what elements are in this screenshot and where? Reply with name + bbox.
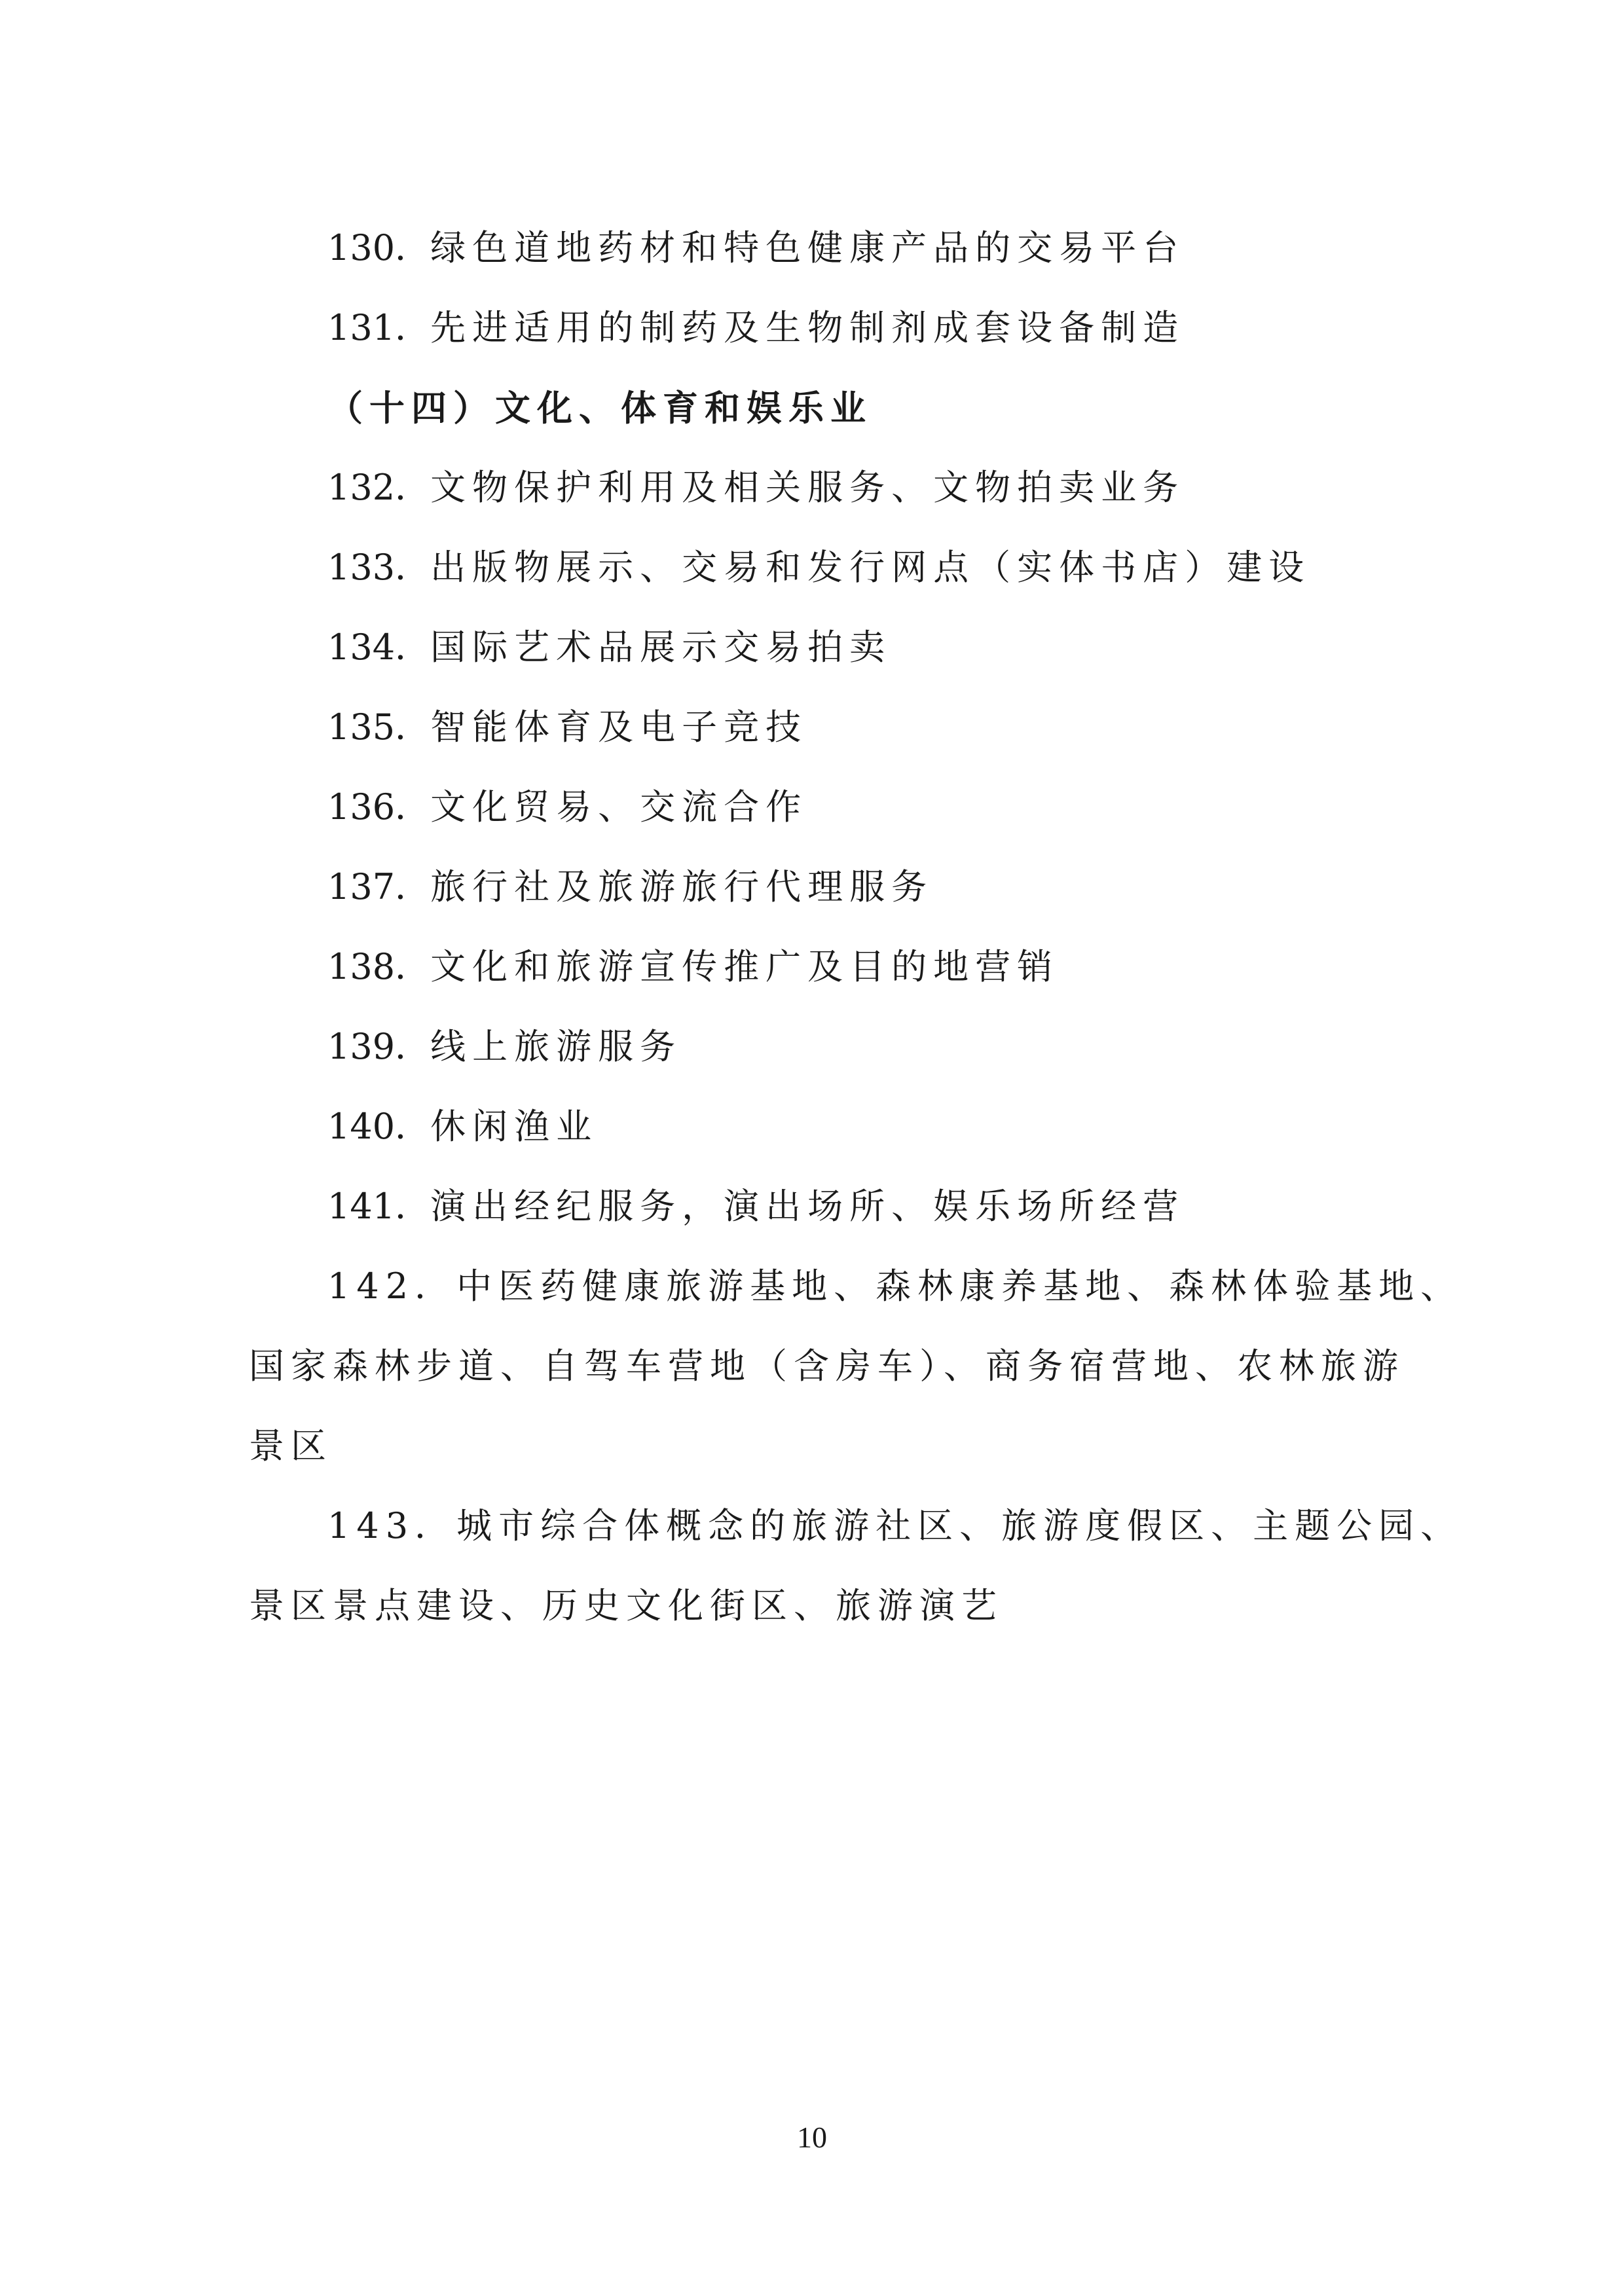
list-item [249,288,1388,368]
item-text: 先进适用的制药及生物制剂成套设备制造 [430,307,1185,348]
item-number: 134． [327,627,431,668]
section-heading: （十四）文化、体育和娱乐业 [327,387,872,429]
item-number: 131． [327,307,431,348]
item-text: 休闲渔业 [430,1106,599,1147]
list-item [249,767,1388,847]
list-item [249,1087,1388,1167]
list-item [249,528,1388,608]
item-text: 文物保护利用及相关服务、文物拍卖业务 [430,467,1185,508]
item-number: 137． [327,866,431,907]
item-number: 139． [327,1026,431,1067]
item-number: 136． [327,786,431,828]
list-item-142 [249,1247,1463,1486]
item-142-line-1: 142．中医药健康旅游基地、森林康养基地、森林体验基地、 [327,1266,1463,1307]
document-body [249,208,1463,1646]
item-143-line-1: 143．城市综合体概念的旅游社区、旅游度假区、主题公园、 [327,1505,1463,1546]
item-number: 135． [327,706,431,748]
item-143-line-2: 景区景点建设、历史文化街区、旅游演艺 [249,1585,1003,1626]
list-item [249,608,1388,687]
list-item [249,1167,1388,1247]
item-number: 140． [327,1106,431,1147]
list-item [249,208,1388,288]
item-number: 130． [327,227,431,268]
item-142-line-2: 国家森林步道、自驾车营地（含房车）、商务宿营地、农林旅游 [249,1345,1405,1387]
item-number: 138． [327,946,431,987]
list-item-143 [249,1486,1463,1646]
item-text: 文化和旅游宣传推广及目的地营销 [430,946,1060,987]
item-142-line-3: 景区 [249,1425,333,1467]
item-text: 绿色道地药材和特色健康产品的交易平台 [430,227,1185,268]
item-text: 线上旅游服务 [430,1026,682,1067]
item-number: 132． [327,467,431,508]
list-item [249,687,1388,767]
item-text: 国际艺术品展示交易拍卖 [430,627,892,668]
list-item [249,448,1388,528]
item-text: 文化贸易、交流合作 [430,786,808,828]
page-number: 10 [797,2121,827,2154]
list-item [249,927,1388,1007]
item-number: 133． [327,547,431,588]
item-number: 141． [327,1186,431,1227]
list-item [249,1007,1388,1087]
list-item [249,847,1388,927]
item-text: 旅行社及旅游旅行代理服务 [430,866,934,907]
item-text: 出版物展示、交易和发行网点（实体书店）建设 [430,547,1311,588]
item-text: 演出经纪服务，演出场所、娱乐场所经营 [430,1186,1185,1227]
item-text: 智能体育及电子竞技 [430,706,808,748]
